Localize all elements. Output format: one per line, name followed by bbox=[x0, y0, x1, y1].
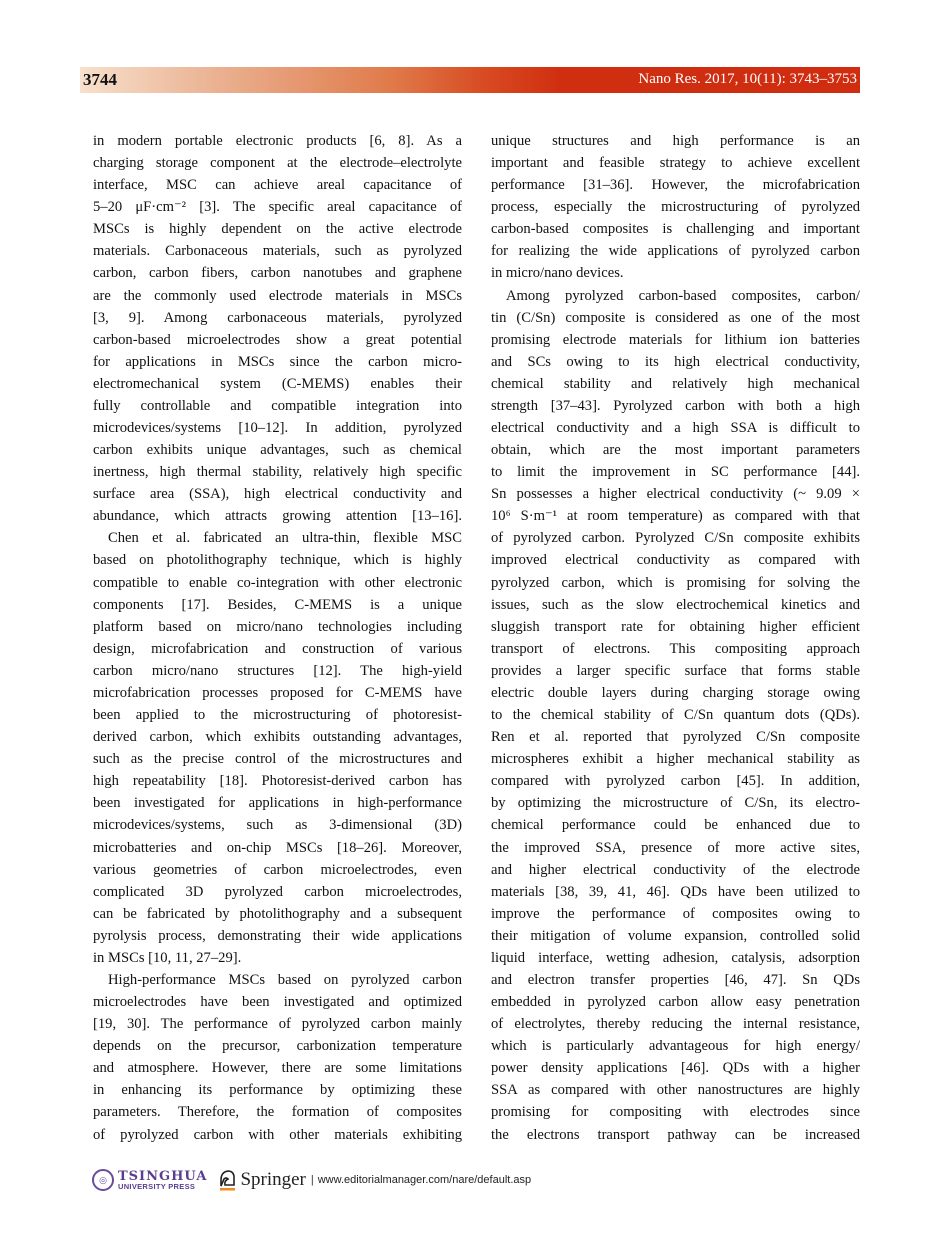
text-line: can be fabricated by photolithography and a subsequent bbox=[93, 905, 462, 922]
text-line: carbon micro/nano structures [12]. The high-yield bbox=[93, 662, 462, 679]
paragraph bbox=[93, 527, 462, 969]
text-line: carbon-based microelectrodes show a great potential bbox=[93, 331, 462, 348]
text-line: electromechanical system (C-MEMS) enables their bbox=[93, 375, 462, 392]
text-line: of pyrolyzed carbon. Pyrolyzed C/Sn composite exhibits bbox=[491, 530, 860, 547]
tsinghua-seal-icon: ◎ bbox=[92, 1169, 114, 1191]
left-column bbox=[93, 130, 462, 1146]
text-line: Ren et al. reported that pyrolyzed C/Sn composite bbox=[491, 729, 860, 746]
footer-separator: | bbox=[310, 1174, 314, 1186]
text-line: Chen et al. fabricated an ultra-thin, flexible MSC bbox=[108, 530, 462, 547]
text-line: charging storage component at the electrode–electrolyte bbox=[93, 155, 462, 172]
text-line: chemical stability and relatively high mechanical bbox=[491, 375, 860, 392]
tsinghua-subtitle: UNIVERSITY PRESS bbox=[118, 1181, 196, 1191]
text-line: in MSCs [10, 11, 27–29]. bbox=[93, 949, 242, 966]
text-line: of electrolytes, thereby reducing the internal resistance, bbox=[491, 1016, 860, 1033]
text-line: power density applications [46]. QDs with a higher bbox=[491, 1060, 860, 1077]
text-line: pyrolysis process, demonstrating their wide applications bbox=[93, 927, 462, 944]
springer-knight-icon bbox=[217, 1168, 237, 1192]
text-line: SSA as compared with other nanostructures are highly bbox=[491, 1082, 860, 1099]
text-line: unique structures and high performance is an bbox=[491, 133, 860, 149]
text-line: high repeatability [18]. Photoresist-derived carbon has bbox=[93, 773, 462, 790]
text-line: obtain, which are the most important parameters bbox=[491, 442, 860, 459]
springer-name: Springer bbox=[240, 1169, 306, 1190]
text-line: derived carbon, which exhibits outstanding advantages, bbox=[93, 729, 462, 746]
text-line: promising for compositing with electrodes since bbox=[491, 1104, 860, 1121]
paragraph bbox=[93, 130, 462, 527]
text-line: components [17]. Besides, C-MEMS is a unique bbox=[93, 596, 462, 613]
text-line: the improved SSA, presence of more active sites, bbox=[491, 839, 860, 856]
text-line: pyrolyzed carbon, which is promising for solving the bbox=[491, 574, 860, 591]
text-line: provides a larger specific surface that forms stable bbox=[491, 662, 860, 679]
text-line: carbon exhibits unique advantages, such as chemical bbox=[93, 442, 462, 459]
text-line: and electron transfer properties [46, 47]. Sn QDs bbox=[491, 971, 860, 988]
text-line: platform based on micro/nano technologies including bbox=[93, 618, 462, 635]
text-line: performance [31–36]. However, the microfabrication bbox=[491, 177, 860, 194]
text-line: for applications in MSCs since the carbon micro- bbox=[93, 353, 462, 370]
text-line: surface area (SSA), high electrical conductivity and bbox=[93, 486, 462, 503]
text-line: microdevices/systems [10–12]. In addition, pyrolyzed bbox=[93, 420, 462, 437]
text-line: and higher electrical conductivity of the electrode bbox=[491, 861, 860, 878]
text-line: such as the precise control of the microstructures and bbox=[93, 751, 462, 768]
right-column bbox=[491, 130, 860, 1146]
text-line: carbon, carbon fibers, carbon nanotubes and graphene bbox=[93, 265, 462, 282]
journal-reference: Nano Res. 2017, 10(11): 3743–3753 bbox=[638, 71, 857, 87]
text-line: process, especially the microstructuring of pyrolyzed bbox=[491, 199, 860, 216]
footer bbox=[92, 1166, 531, 1194]
text-line: High-performance MSCs based on pyrolyzed carbon bbox=[108, 971, 462, 988]
text-line: Sn possesses a higher electrical conductivity (~ 9.09 × bbox=[491, 486, 860, 503]
text-line: microspheres exhibit a higher mechanical stability as bbox=[491, 751, 860, 768]
text-line: complicated 3D pyrolyzed carbon microelectrodes, bbox=[93, 883, 462, 900]
text-line: electrical conductivity and a high SSA is difficult to bbox=[491, 420, 860, 437]
tsinghua-logo bbox=[92, 1169, 207, 1191]
text-line: 10⁶ S·m⁻¹ at room temperature) as compared with that bbox=[491, 508, 860, 525]
text-line: abundance, which attracts growing attention [13–16]. bbox=[93, 508, 462, 525]
text-line: important and feasible strategy to achieve excellent bbox=[491, 155, 860, 172]
text-line: microdevices/systems, such as 3-dimensional (3D) bbox=[93, 817, 462, 834]
text-line: carbon-based composites is challenging and important bbox=[491, 221, 860, 238]
text-line: Among pyrolyzed carbon-based composites, carbon/ bbox=[506, 287, 860, 304]
text-line: improve the performance of composites owing to bbox=[491, 905, 860, 922]
text-line: in modern portable electronic products [6, 8]. As a bbox=[93, 133, 462, 149]
text-line: compatible to enable co-integration with other electronic bbox=[93, 574, 462, 591]
text-line: microbatteries and on-chip MSCs [18–26]. Moreover, bbox=[93, 839, 462, 856]
text-line: interface, MSC can achieve areal capacitance of bbox=[93, 177, 462, 194]
running-header bbox=[80, 67, 860, 93]
text-line: compared with pyrolyzed carbon [45]. In addition, bbox=[491, 773, 860, 790]
text-line: sluggish transport rate for obtaining higher efficient bbox=[491, 618, 860, 635]
text-line: issues, such as the slow electrochemical kinetics and bbox=[491, 596, 860, 613]
text-line: [19, 30]. The performance of pyrolyzed carbon mainly bbox=[93, 1016, 462, 1033]
text-line: which is particularly advantageous for high energy/ bbox=[491, 1038, 860, 1055]
text-line: fully controllable and compatible integration into bbox=[93, 397, 462, 414]
text-line: in micro/nano devices. bbox=[491, 265, 624, 282]
text-line: 5–20 μF·cm⁻² [3]. The specific areal capacitance of bbox=[93, 199, 462, 216]
text-line: to the chemical stability of C/Sn quantum dots (QDs). bbox=[491, 707, 860, 724]
text-line: inertness, high thermal stability, relatively high specific bbox=[93, 464, 462, 481]
page-number: 3744 bbox=[83, 70, 117, 89]
text-line: electric double layers during charging storage owing bbox=[491, 684, 860, 701]
text-line: improved electrical conductivity as compared with bbox=[491, 552, 860, 569]
text-line: materials [38, 39, 41, 46]. QDs have been utilized to bbox=[491, 883, 860, 900]
springer-logo bbox=[217, 1168, 305, 1192]
text-line: strength [37–43]. Pyrolyzed carbon with both a high bbox=[491, 397, 860, 414]
text-line: to limit the improvement in SC performance [44]. bbox=[491, 464, 860, 481]
text-line: their mitigation of volume expansion, controlled solid bbox=[491, 927, 860, 944]
text-line: chemical performance could be enhanced due to bbox=[491, 817, 860, 834]
text-line: for realizing the wide applications of pyrolyzed carbon bbox=[491, 243, 860, 260]
text-line: in enhancing its performance by optimizing these bbox=[93, 1082, 462, 1099]
text-line: by optimizing the microstructure of C/Sn, its electro- bbox=[491, 795, 860, 812]
text-line: and atmosphere. However, there are some limitations bbox=[93, 1060, 462, 1077]
text-line: design, microfabrication and construction of various bbox=[93, 640, 462, 657]
text-line: transport of electrons. This compositing approach bbox=[491, 640, 860, 657]
text-line: are the commonly used electrode materials in MSCs bbox=[93, 287, 462, 304]
text-line: MSCs is highly dependent on the active electrode bbox=[93, 221, 462, 238]
text-line: materials. Carbonaceous materials, such as pyrolyzed bbox=[93, 243, 462, 260]
text-line: various geometries of carbon microelectrodes, even bbox=[93, 861, 462, 878]
text-line: microfabrication processes proposed for C-MEMS have bbox=[93, 684, 462, 701]
text-line: promising electrode materials for lithium ion batteries bbox=[491, 331, 860, 348]
paragraph bbox=[93, 969, 462, 1146]
text-line: tin (C/Sn) composite is considered as one of the most bbox=[491, 309, 860, 326]
text-line: the electrons transport pathway can be increased bbox=[491, 1126, 860, 1143]
text-line: embedded in pyrolyzed carbon allow easy penetration bbox=[491, 994, 860, 1011]
tsinghua-name: TSINGHUA bbox=[118, 1168, 208, 1184]
text-line: microelectrodes have been investigated and optimized bbox=[93, 994, 462, 1011]
paragraph bbox=[491, 285, 860, 1146]
text-line: parameters. Therefore, the formation of composites bbox=[93, 1104, 462, 1121]
paragraph bbox=[491, 130, 860, 285]
text-line: based on photolithography technique, which is highly bbox=[93, 552, 462, 569]
text-line: liquid interface, wetting adhesion, catalysis, adsorption bbox=[491, 949, 860, 966]
text-line: [3, 9]. Among carbonaceous materials, pyrolyzed bbox=[93, 309, 462, 326]
text-line: depends on the precursor, carbonization temperature bbox=[93, 1038, 462, 1055]
text-line: been applied to the microstructuring of photoresist- bbox=[93, 707, 462, 724]
text-line: and SCs owing to its high electrical conductivity, bbox=[491, 353, 860, 370]
text-line: of pyrolyzed carbon with other materials exhibiting bbox=[93, 1126, 462, 1143]
editorial-manager-link[interactable]: www.editorialmanager.com/nare/default.asp bbox=[317, 1174, 532, 1186]
text-line: been investigated for applications in high-performance bbox=[93, 795, 462, 812]
